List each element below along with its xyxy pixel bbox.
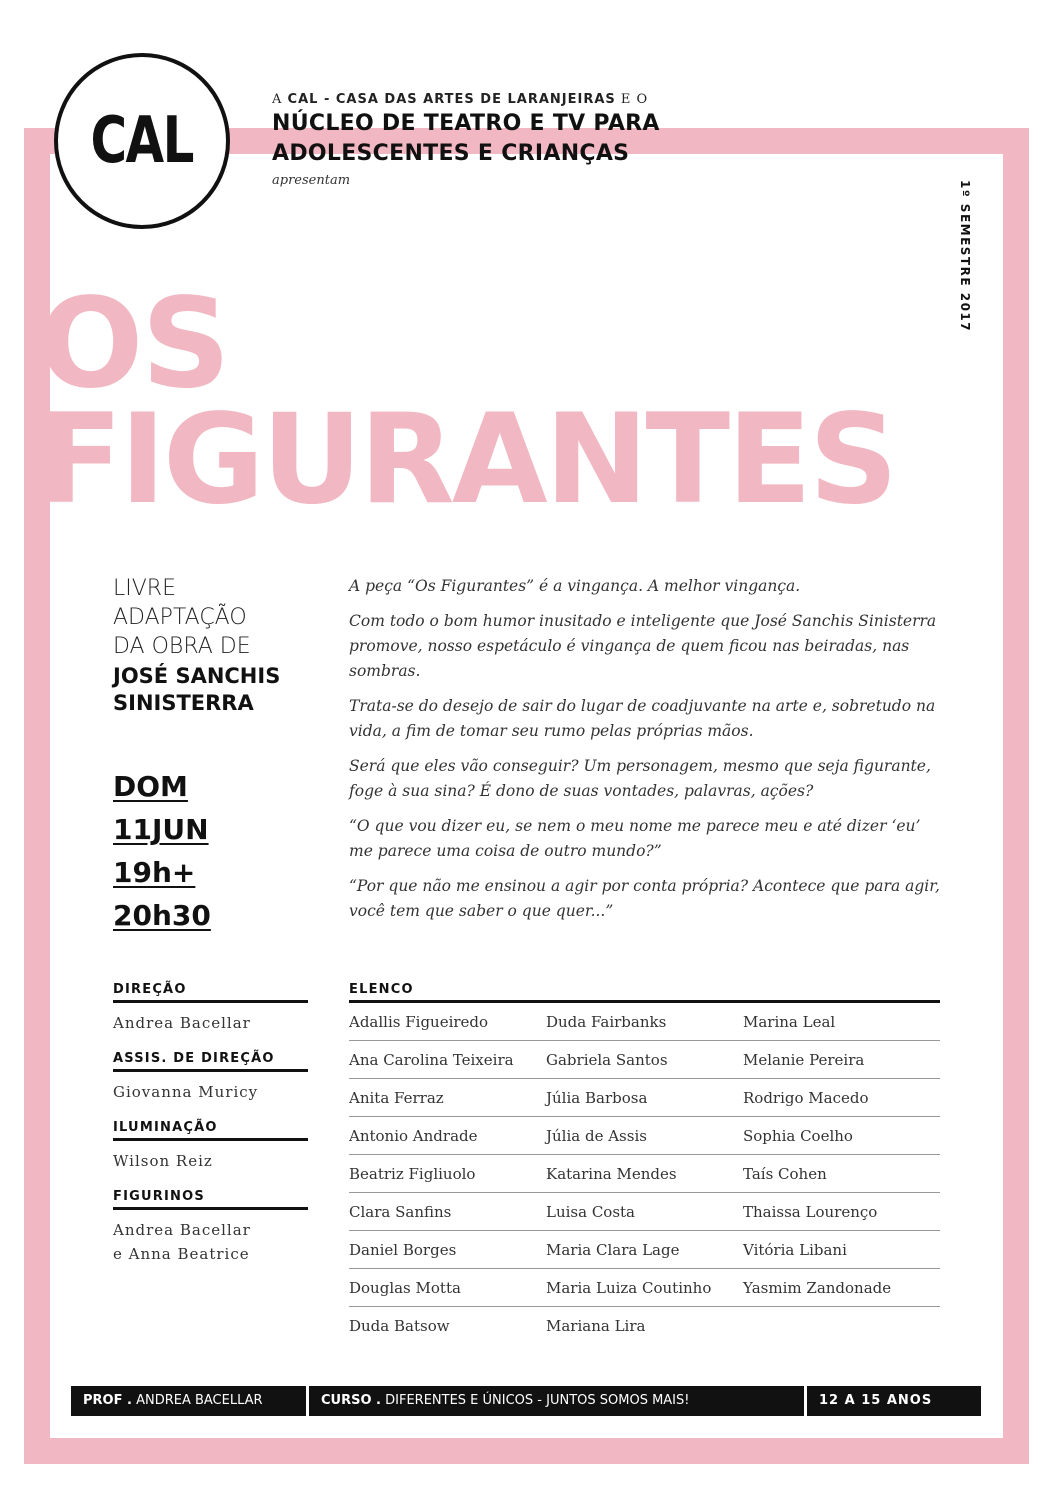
intro-org: CAL - CASA DAS ARTES DE LARANJEIRAS [287,92,616,107]
cast-member: Beatriz Figliuolo [349,1164,476,1183]
author-line: JOSÉ SANCHIS [113,664,281,688]
cast [349,982,940,1344]
cast-member: Luisa Costa [546,1202,636,1221]
credits [113,982,308,1282]
credit-costumes [113,1189,308,1266]
cast-member: Marina Leal [743,1012,836,1031]
cast-member: Ana Carolina Teixeira [349,1050,514,1069]
cast-member: Maria Clara Lage [546,1240,680,1259]
semester-text: 1º SEMESTRE 2017 [958,180,972,333]
cast-row [349,1269,940,1307]
synopsis-paragraph: Com todo o bom humor inusitado e inteligente que José Sanchis Sinisterra promove, nosso espetáculo é vingança de quem ficou nas beiradas, nas sombras. [349,612,937,680]
synopsis-paragraph: Trata-se do desejo de sair do lugar de coadjuvante na arte e, sobretudo na vida, a fim de tomar seu rumo pelas próprias mãos. [349,697,936,740]
cast-member: Adallis Figueiredo [349,1012,489,1031]
cast-member: Anita Ferraz [349,1088,444,1107]
credit-role: DIREÇÃO [113,982,308,1003]
credit-name: Giovanna Muricy [113,1083,259,1101]
footer-prof-label: PROF . [83,1393,132,1408]
credit-role: ASSIS. DE DIREÇÃO [113,1051,308,1072]
cast-row [349,1079,940,1117]
cast-row [349,1041,940,1079]
cast-member: Duda Batsow [349,1316,450,1335]
intro-suffix: E O [620,92,649,107]
cast-member: Melanie Pereira [743,1050,865,1069]
synopsis-paragraph: Será que eles vão conseguir? Um personagem, mesmo que seja figurante, foge à sua sina? É dono de suas vontades, palavras, ações? [349,757,931,800]
schedule-time: 20h30 [113,899,211,932]
cast-member: Taís Cohen [743,1164,827,1183]
title-line-1: OS [38,272,229,416]
credit-direction [113,982,308,1035]
cast-member: Gabriela Santos [546,1050,668,1069]
adaptation-text [113,574,313,661]
footer-course-label: CURSO . [321,1393,381,1408]
cast-member: Daniel Borges [349,1240,457,1259]
title-line-2: FIGURANTES [38,388,896,532]
schedule-date: 11JUN [113,813,209,846]
headline [272,109,660,169]
author-line: SINISTERRA [113,691,254,715]
cast-member: Maria Luiza Coutinho [546,1278,712,1297]
cast-row [349,1193,940,1231]
synopsis-paragraph: “Por que não me ensinou a agir por conta própria? Acontece que para agir, você tem que saber o que quer...” [349,877,940,920]
cast-member: Júlia Barbosa [546,1088,648,1107]
schedule-day: DOM [113,770,188,803]
adaptation-block [113,574,313,937]
cast-member: Katarina Mendes [546,1164,677,1183]
cast-row [349,1117,940,1155]
cast-row [349,1003,940,1041]
footer-course-name: DIFERENTES E ÚNICOS - JUNTOS SOMOS MAIS! [385,1393,690,1408]
credit-name: Wilson Reiz [113,1152,213,1170]
credit-role: FIGURINOS [113,1189,308,1210]
credit-name: Andrea Bacellar [113,1221,251,1239]
cast-member: Sophia Coelho [743,1126,853,1145]
footer-prof-name: ANDREA BACELLAR [136,1393,263,1408]
schedule [113,765,313,937]
cast-member: Júlia de Assis [546,1126,647,1145]
cast-member: Vitória Libani [743,1240,847,1259]
cast-member: Duda Fairbanks [546,1012,667,1031]
credit-lighting [113,1120,308,1173]
author [113,663,313,717]
credit-name: e Anna Beatrice [113,1245,250,1263]
adaptation-line: ADAPTAÇÃO [113,605,247,630]
header [272,92,660,188]
cast-member: Yasmim Zandonade [743,1278,892,1297]
synopsis [349,574,949,934]
cast-member: Douglas Motta [349,1278,461,1297]
logo-text: CAL [90,104,194,178]
synopsis-paragraph: A peça “Os Figurantes” é a vingança. A melhor vingança. [349,577,801,595]
footer-age: 12 A 15 ANOS [807,1386,981,1416]
credit-assistant-direction [113,1051,308,1104]
synopsis-paragraph: “O que vou dizer eu, se nem o meu nome me parece meu e até dizer ‘eu’ me parece uma coisa de outro mundo?” [349,817,921,860]
cast-member: Thaissa Lourenço [743,1202,878,1221]
semester-label [952,180,972,380]
credit-role: ILUMINAÇÃO [113,1120,308,1141]
adaptation-line: DA OBRA DE [113,634,251,659]
footer-professor [71,1386,306,1416]
cast-heading: ELENCO [349,982,940,1003]
footer-bar [71,1386,981,1416]
footer-course [309,1386,804,1416]
apresentam-text: apresentam [272,173,351,188]
cal-logo [54,53,230,229]
cast-member: Mariana Lira [546,1316,646,1335]
schedule-time: 19h+ [113,856,196,889]
cast-member: Rodrigo Macedo [743,1088,869,1107]
credit-name: Andrea Bacellar [113,1014,251,1032]
intro-line [272,92,660,107]
cast-row [349,1307,940,1344]
adaptation-line: LIVRE [113,576,176,601]
intro-prefix: A [272,92,283,107]
cast-row [349,1155,940,1193]
cast-member: Antonio Andrade [349,1126,478,1145]
cast-row [349,1231,940,1269]
cast-member: Clara Sanfins [349,1202,452,1221]
headline-line-1: NÚCLEO DE TEATRO E TV PARA [272,111,660,136]
headline-line-2: ADOLESCENTES E CRIANÇAS [272,141,630,166]
